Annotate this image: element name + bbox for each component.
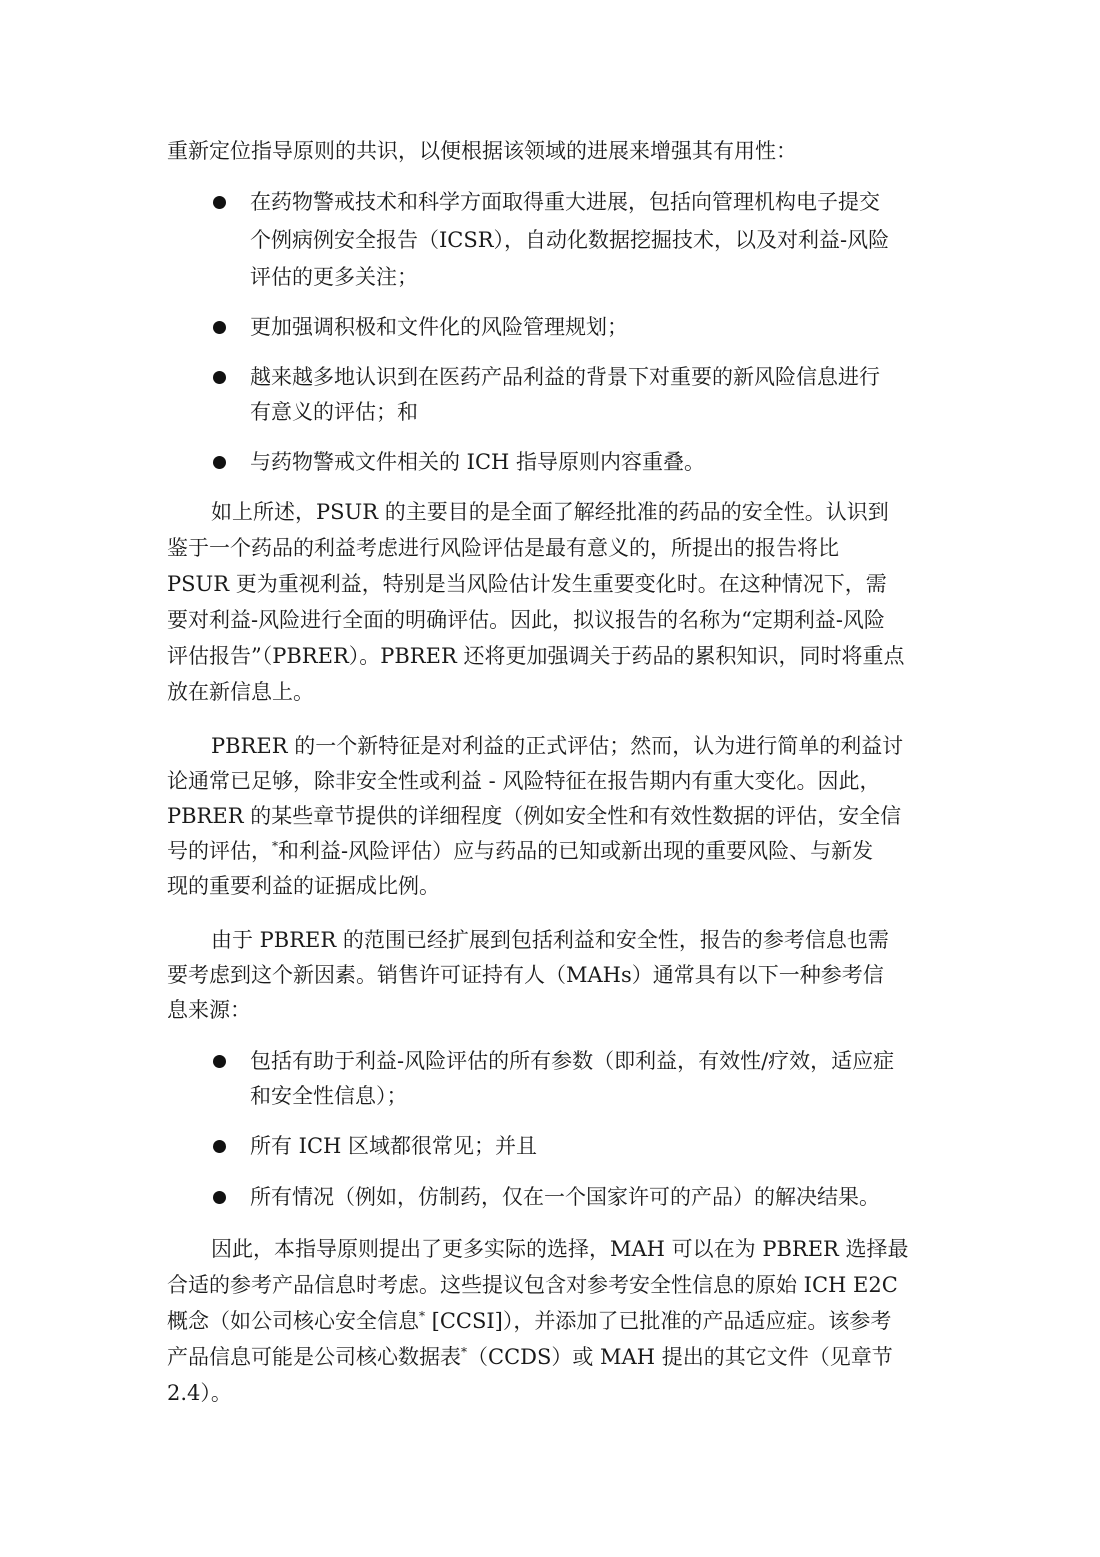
pbrer-para-line-3: PBRER 的某些章节提供的详细程度（例如安全性和有效性数据的评估，安全信 (167, 804, 902, 828)
pbrer-para-line-4: 号的评估，*和利益-风险评估）应与药品的已知或新出现的重要风险、与新发 (167, 839, 874, 863)
bullet-3-line-2: 有意义的评估；和 (250, 400, 418, 424)
bullet-dot (213, 1140, 226, 1153)
bullet-1-line-1: 在药物警戒技术和科学方面取得重大进展，包括向管理机构电子提交 (250, 190, 880, 214)
psur-para-line-2: 鉴于一个药品的利益考虑进行风险评估是最有意义的，所提出的报告将比 (167, 536, 839, 560)
psur-para-line-5: 评估报告”（PBRER）。PBRER 还将更加强调关于药品的累积知识，同时将重点 (167, 644, 905, 668)
pbrer-para-line-5: 现的重要利益的证据成比例。 (167, 874, 440, 898)
bullet-b3-line-1: 所有情况（例如，仿制药，仅在一个国家许可的产品）的解决结果。 (250, 1185, 880, 1209)
psur-para-line-1: 如上所述，PSUR 的主要目的是全面了解经批准的药品的安全性。认识到 (211, 500, 889, 524)
bullet-2-line-1: 更加强调积极和文件化的风险管理规划； (250, 315, 628, 339)
bullet-dot (213, 1055, 226, 1068)
final-para-line-2: 合适的参考产品信息时考虑。这些提议包含对参考安全性信息的原始 ICH E2C (167, 1273, 898, 1297)
bullet-b1-line-2: 和安全性信息）； (250, 1084, 408, 1108)
scope-para-line-3: 息来源： (167, 998, 251, 1022)
pbrer-para-line-1: PBRER 的一个新特征是对利益的正式评估；然而，认为进行简单的利益讨 (211, 734, 904, 758)
final-para-line-1: 因此，本指导原则提出了更多实际的选择，MAH 可以在为 PBRER 选择最 (211, 1237, 909, 1261)
footnote-asterisk: * (419, 1309, 425, 1323)
footnote-asterisk: * (461, 1345, 467, 1359)
bullet-b1-line-1: 包括有助于利益-风险评估的所有参数（即利益，有效性/疗效，适应症 (250, 1049, 895, 1073)
bullet-dot (213, 1191, 226, 1204)
final-para-line-3: 概念（如公司核心安全信息* [CCSI]），并添加了已批准的产品适应症。该参考 (167, 1309, 892, 1333)
bullet-dot (213, 321, 226, 334)
psur-para-line-4: 要对利益-风险进行全面的明确评估。因此，拟议报告的名称为“定期利益-风险 (167, 608, 885, 632)
pbrer-para-line-2: 论通常已足够，除非安全性或利益 - 风险特征在报告期内有重大变化。因此， (167, 769, 881, 793)
scope-para-line-1: 由于 PBRER 的范围已经扩展到包括利益和安全性，报告的参考信息也需 (211, 928, 889, 952)
bullet-3-line-1: 越来越多地认识到在医药产品利益的背景下对重要的新风险信息进行 (250, 365, 880, 389)
footnote-asterisk: * (272, 839, 278, 853)
scope-para-line-2: 要考虑到这个新因素。销售许可证持有人（MAHs）通常具有以下一种参考信 (167, 963, 884, 987)
bullet-dot (213, 456, 226, 469)
final-para-line-4: 产品信息可能是公司核心数据表*（CCDS）或 MAH 提出的其它文件（见章节 (167, 1345, 893, 1369)
bullet-dot (213, 196, 226, 209)
psur-para-line-6: 放在新信息上。 (167, 680, 314, 704)
bullet-b2-line-1: 所有 ICH 区域都很常见；并且 (250, 1134, 538, 1158)
psur-para-line-3: PSUR 更为重视利益，特别是当风险估计发生重要变化时。在这种情况下，需 (167, 572, 887, 596)
bullet-1-line-3: 评估的更多关注； (250, 265, 418, 289)
final-para-line-5: 2.4）。 (167, 1381, 232, 1405)
bullet-1-line-2: 个例病例安全报告（ICSR），自动化数据挖掘技术，以及对利益-风险 (250, 228, 890, 252)
intro-line: 重新定位指导原则的共识，以便根据该领域的进展来增强其有用性： (167, 139, 797, 163)
bullet-4-line-1: 与药物警戒文件相关的 ICH 指导原则内容重叠。 (250, 450, 706, 474)
bullet-dot (213, 371, 226, 384)
